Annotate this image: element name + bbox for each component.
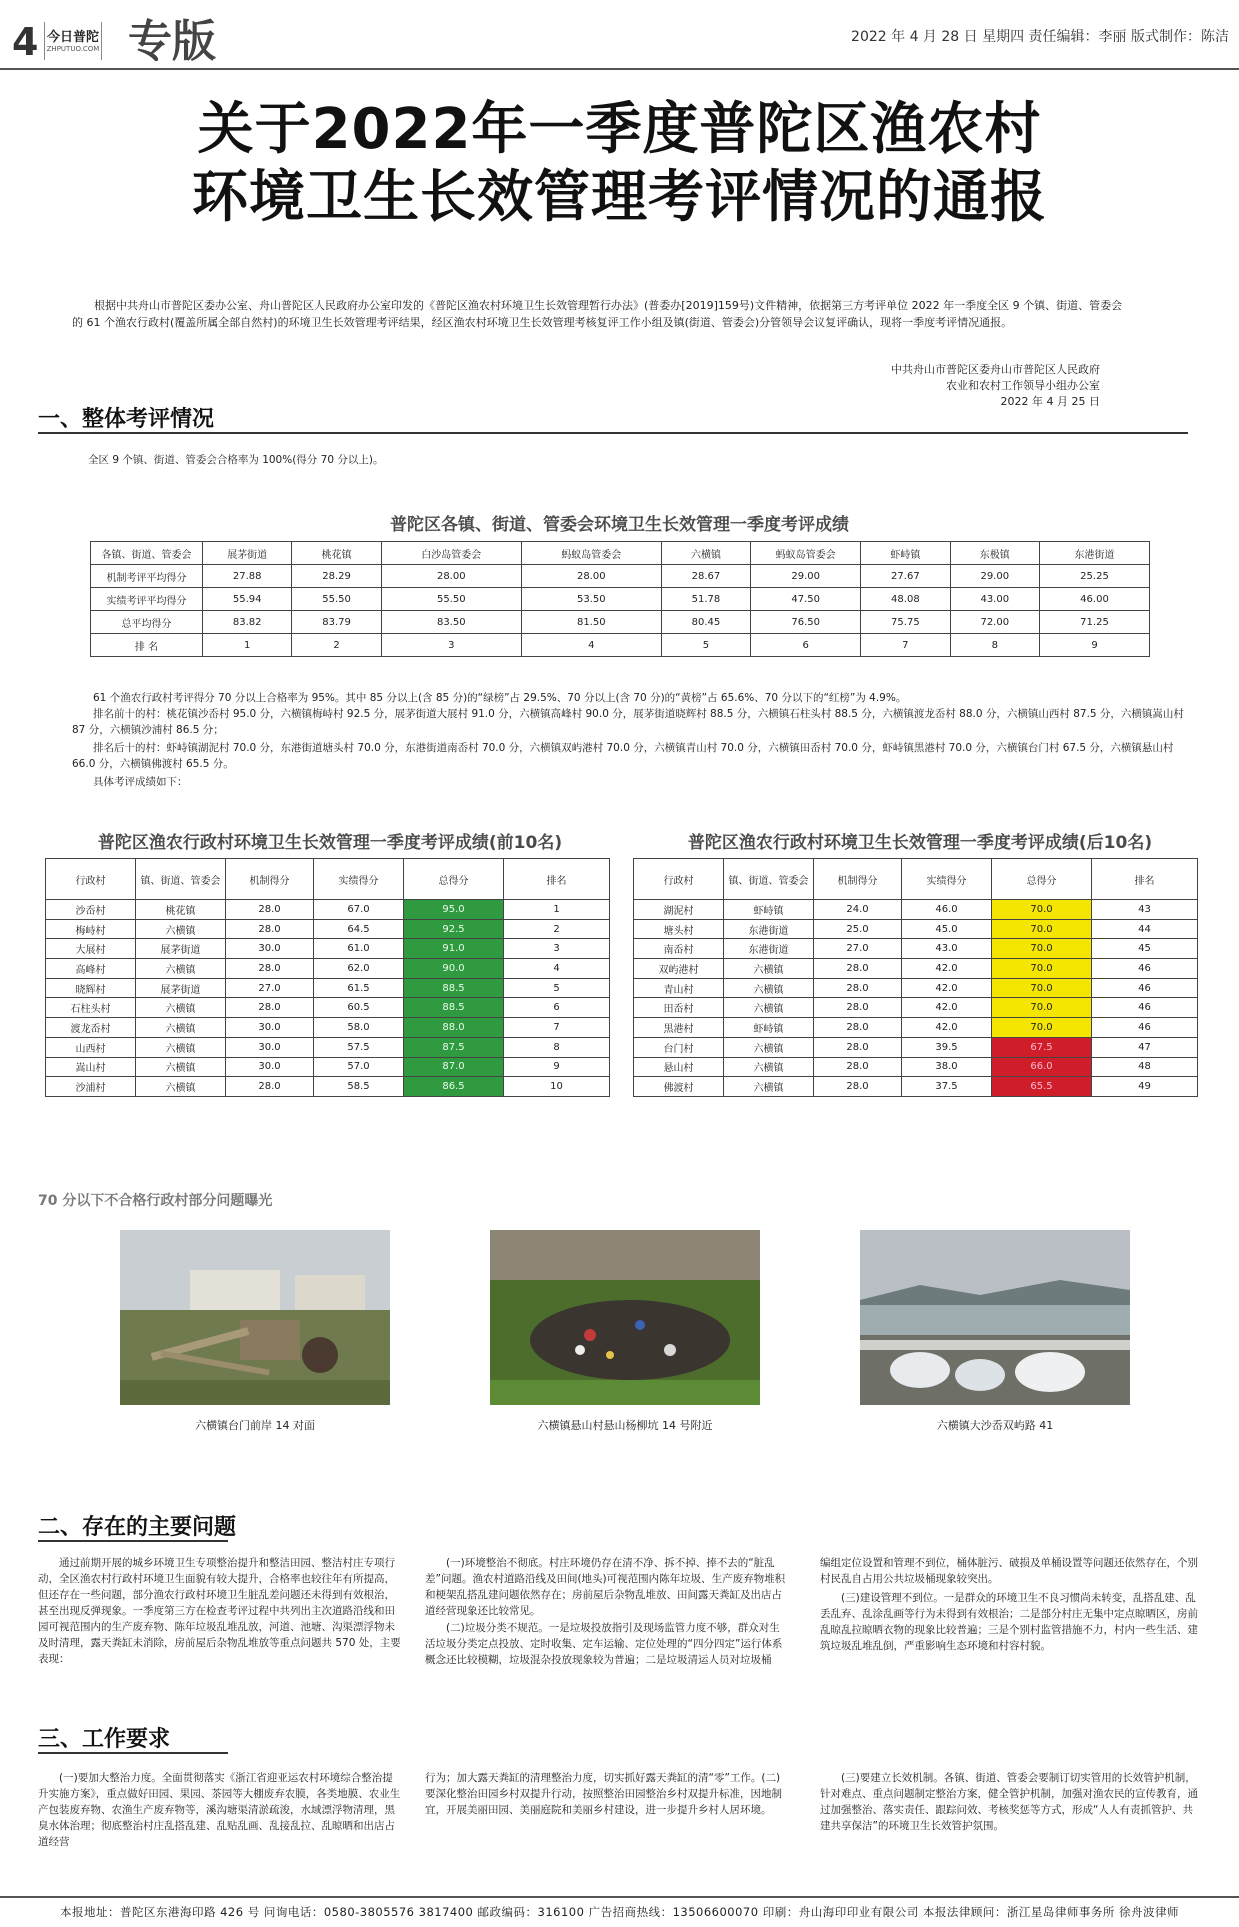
score-cell: 27.88 (203, 565, 292, 588)
section2-heading: 二、存在的主要问题 (38, 1515, 237, 1540)
column-header: 排名 (1092, 859, 1198, 900)
mechanism-score: 28.0 (814, 1077, 902, 1097)
town-table-caption: 普陀区各镇、街道、管委会环境卫生长效管理一季度考评成绩 (390, 515, 849, 535)
rank: 3 (504, 939, 610, 959)
score-cell: 75.75 (861, 611, 950, 634)
performance-score: 60.5 (314, 998, 404, 1018)
village-name: 大展村 (46, 939, 136, 959)
total-score: 91.0 (404, 939, 504, 959)
table-row (91, 565, 1150, 588)
village-name: 嵩山村 (46, 1057, 136, 1077)
mechanism-score: 27.0 (226, 978, 314, 998)
total-score: 88.0 (404, 1018, 504, 1038)
column-header: 镇、街道、管委会 (136, 859, 226, 900)
section2-col3a: 编组定位设置和管理不到位，桶体脏污、破损及单桶设置等问题还依然存在，个别村民乱自占用公共垃圾桶现象较突出。 (820, 1557, 1198, 1585)
score-cell: 51.78 (661, 588, 750, 611)
photo-1-caption: 六横镇台门前岸 14 对面 (195, 1419, 315, 1432)
village-name: 石柱头村 (46, 998, 136, 1018)
total-score: 88.5 (404, 998, 504, 1018)
town-name: 六横镇 (136, 1037, 226, 1057)
column-header: 机制得分 (814, 859, 902, 900)
score-cell: 9 (1040, 634, 1150, 657)
row-label: 排 名 (91, 634, 203, 657)
total-score: 65.5 (992, 1077, 1092, 1097)
rank: 46 (1092, 998, 1198, 1018)
table-row (634, 978, 1198, 998)
table-row (634, 1057, 1198, 1077)
rank: 7 (504, 1018, 610, 1038)
village-name: 南岙村 (634, 939, 724, 959)
town-name: 六横镇 (724, 978, 814, 998)
mechanism-score: 28.0 (814, 978, 902, 998)
town-name: 六横镇 (661, 542, 750, 565)
score-cell: 27.67 (861, 565, 950, 588)
score-cell: 83.79 (292, 611, 381, 634)
total-score: 87.5 (404, 1037, 504, 1057)
section3-rule (38, 1752, 228, 1754)
rank: 43 (1092, 900, 1198, 920)
table-row (46, 998, 610, 1018)
masthead-logo (44, 22, 102, 60)
town-name: 六横镇 (136, 1018, 226, 1038)
summary-top10: 排名前十的村：桃花镇沙岙村 95.0 分，六横镇梅峙村 92.5 分，展茅街道大展村 91.0 分，六横镇高峰村 90.0 分，展茅街道晓辉村 88.5 分，六横镇石柱头村 88.5 分，六横镇渡龙岙村 88.0 分，六横镇山西村 87.5 分，六横镇嵩山村 87 分，六横镇沙浦村 86.5 分； (72, 708, 1184, 736)
score-cell: 7 (861, 634, 950, 657)
town-name: 展茅街道 (203, 542, 292, 565)
total-score: 70.0 (992, 919, 1092, 939)
rank: 44 (1092, 919, 1198, 939)
column-header: 总得分 (404, 859, 504, 900)
section3-col3: (三)要建立长效机制。各镇、街道、管委会要制订切实管用的长效管护机制，针对难点、重点问题制定整治方案，健全管护机制，加强对渔农民的宣传教育，通过加强整治、落实责任、跟踪问效、考核奖惩等方式，形成“人人有责抓管护、共建共享保洁”的环境卫生长效管护氛围。 (820, 1772, 1198, 1832)
photo-2-caption: 六横镇悬山村悬山杨柳坑 14 号附近 (537, 1419, 713, 1432)
section3-col2: 行为；加大露天粪缸的清理整治力度，切实抓好露天粪缸的清“零”工作。(二)要深化整治田园乡村双提升行动，按照整治田园整治乡村双提升标准，因地制宜，开展美丽田园、美丽庭院和美丽乡村建设，进一步提升乡村人居环境。 (425, 1772, 782, 1816)
town-name: 东港街道 (724, 939, 814, 959)
mechanism-score: 30.0 (226, 1057, 314, 1077)
table-row (634, 998, 1198, 1018)
town-header-row (91, 542, 1150, 565)
photo-3-image (860, 1230, 1130, 1405)
table-row (46, 1057, 610, 1077)
rank: 46 (1092, 978, 1198, 998)
performance-score: 67.0 (314, 900, 404, 920)
section1-summary: 全区 9 个镇、街道、管委会合格率为 100%(得分 70 分以上)。 (88, 454, 384, 466)
photo-2-image (490, 1230, 760, 1405)
village-name: 湖泥村 (634, 900, 724, 920)
total-score: 86.5 (404, 1077, 504, 1097)
town-name: 虾峙镇 (861, 542, 950, 565)
town-name: 虾峙镇 (724, 1018, 814, 1038)
village-name: 沙浦村 (46, 1077, 136, 1097)
section2-col2b: (二)垃圾分类不规范。一是垃圾投放指引及现场监管力度不够，群众对生活垃圾分类定点投放、定时收集、定车运输、定位处理的“四分四定”运行体系概念还比较模糊，垃圾混杂投放现象较为普遍；二是垃圾清运人员对垃圾桶 (425, 1622, 783, 1666)
table-row (46, 1077, 610, 1097)
village-name: 梅峙村 (46, 919, 136, 939)
rank: 45 (1092, 939, 1198, 959)
section2-col3b: (三)建设管理不到位。一是群众的环境卫生不良习惯尚未转变，乱搭乱建、乱丢乱弃、乱涂乱画等行为未得到有效根治；二是部分村庄无集中定点晾晒区，房前乱晾乱拉晾晒衣物的现象比较普遍；三是个别村监管措施不力，村内一些生活、建筑垃圾乱堆乱倒，严重影响生态环境和村容村貌。 (820, 1592, 1198, 1652)
rank: 9 (504, 1057, 610, 1077)
rank: 5 (504, 978, 610, 998)
score-cell: 55.50 (381, 588, 521, 611)
mechanism-score: 25.0 (814, 919, 902, 939)
village-name: 山西村 (46, 1037, 136, 1057)
table-row (634, 1077, 1198, 1097)
total-score: 87.0 (404, 1057, 504, 1077)
table-row (91, 611, 1150, 634)
column-header: 实绩得分 (902, 859, 992, 900)
performance-score: 42.0 (902, 978, 992, 998)
village-name: 田岙村 (634, 998, 724, 1018)
section3-col1: (一)要加大整治力度。全面贯彻落实《浙江省迎亚运农村环境综合整治提升实施方案》，重点做好田园、果园、茶园等大棚废弃农膜，各类地膜、农业生产包装废弃物、农渔生产废弃物等，溪沟塘渠清淤疏浚，水域漂浮物清理，黑臭水体治理；彻底整治村庄乱搭乱建、乱贴乱画、乱接乱拉、乱晾晒和出店占道经营 (38, 1772, 401, 1848)
performance-score: 62.0 (314, 959, 404, 979)
score-cell: 28.67 (661, 565, 750, 588)
table-header-row (634, 859, 1198, 900)
town-name: 白沙岛管委会 (381, 542, 521, 565)
score-cell: 48.08 (861, 588, 950, 611)
total-score: 70.0 (992, 900, 1092, 920)
column-header: 镇、街道、管委会 (724, 859, 814, 900)
total-score: 90.0 (404, 959, 504, 979)
summary-bottom10: 排名后十的村：虾峙镇湖泥村 70.0 分，东港街道塘头村 70.0 分，东港街道南岙村 70.0 分，六横镇双屿港村 70.0 分，六横镇青山村 70.0 分，六横镇田岙村 70.0 分，虾峙镇黒港村 70.0 分，六横镇台门村 67.5 分，六横镇悬山村 66.0 分，六横镇佛渡村 65.5 分。 (72, 742, 1174, 770)
table-row (634, 959, 1198, 979)
mechanism-score: 28.0 (814, 1057, 902, 1077)
mechanism-score: 27.0 (814, 939, 902, 959)
village-name: 渡龙岙村 (46, 1018, 136, 1038)
mechanism-score: 28.0 (814, 1037, 902, 1057)
town-name: 东极镇 (950, 542, 1039, 565)
total-score: 70.0 (992, 959, 1092, 979)
table-row (634, 939, 1198, 959)
summary-note: 具体考评成绩如下： (93, 776, 188, 788)
town-name: 六横镇 (136, 919, 226, 939)
town-name: 六横镇 (724, 1057, 814, 1077)
section2-col2a: (一)环境整治不彻底。村庄环境仍存在清不净、拆不掉、捧不去的“脏乱差”问题。渔农村道路沿线及田间(地头)可视范围内陈年垃圾、生产废弃物堆积和梗架乱搭乱建问题依然存在；房前屋后杂物乱堆放、田间露天粪缸及出店占道经营现象还比较常见。 (425, 1557, 786, 1617)
row-label: 总平均得分 (91, 611, 203, 634)
intro-paragraph: 根据中共舟山市普陀区委办公室、舟山普陀区人民政府办公室印发的《普陀区渔农村环境卫生长效管理暂行办法》(普委办[2019]159号)文件精神，依据第三方考评单位 2022 年一季度全区 9 个镇、街道、管委会的 61 个渔农行政村(覆盖所属全部自然村)的环境卫生长效管理考评结果，经区渔农村环境卫生长效管理考核复评工作小组及镇(街道、管委会)分管领导会议复评确认，现将一季度考评情况通报。 (72, 299, 1123, 329)
town-name: 六横镇 (136, 998, 226, 1018)
mechanism-score: 28.0 (226, 1077, 314, 1097)
mechanism-score: 28.0 (226, 900, 314, 920)
table-row (634, 900, 1198, 920)
row-label: 机制考评平均得分 (91, 565, 203, 588)
score-cell: 4 (521, 634, 661, 657)
table-row (634, 1018, 1198, 1038)
mechanism-score: 24.0 (814, 900, 902, 920)
table-row (634, 1037, 1198, 1057)
village-name: 晓辉村 (46, 978, 136, 998)
photo-2 (490, 1230, 760, 1433)
section-name: 专版 (128, 16, 216, 67)
score-cell: 43.00 (950, 588, 1039, 611)
table-header-row (46, 859, 610, 900)
top10-table (45, 858, 610, 1097)
mechanism-score: 28.0 (226, 919, 314, 939)
top10-caption: 普陀区渔农行政村环境卫生长效管理一季度考评成绩(前10名) (97, 833, 563, 853)
table-row (46, 978, 610, 998)
performance-score: 42.0 (902, 998, 992, 1018)
town-name: 六横镇 (724, 1077, 814, 1097)
logo-url: ZHPUTUO.COM (46, 45, 100, 53)
village-name: 高峰村 (46, 959, 136, 979)
rank: 4 (504, 959, 610, 979)
score-cell: 55.94 (203, 588, 292, 611)
town-name: 东港街道 (724, 919, 814, 939)
photos-heading: 70 分以下不合格行政村部分问题曝光 (38, 1193, 273, 1209)
performance-score: 57.5 (314, 1037, 404, 1057)
score-cell: 55.50 (292, 588, 381, 611)
score-cell: 28.00 (521, 565, 661, 588)
performance-score: 45.0 (902, 919, 992, 939)
score-cell: 29.00 (751, 565, 861, 588)
total-score: 88.5 (404, 978, 504, 998)
score-cell: 47.50 (751, 588, 861, 611)
column-header: 机制得分 (226, 859, 314, 900)
table-row (46, 900, 610, 920)
photo-3 (860, 1230, 1130, 1433)
village-name: 青山村 (634, 978, 724, 998)
mechanism-score: 28.0 (814, 959, 902, 979)
rank: 1 (504, 900, 610, 920)
score-cell: 3 (381, 634, 521, 657)
performance-score: 37.5 (902, 1077, 992, 1097)
town-score-table (90, 541, 1150, 657)
rank: 46 (1092, 1018, 1198, 1038)
header-divider (0, 68, 1239, 70)
page-number: 4 (12, 20, 39, 64)
section1-heading: 一、整体考评情况 (38, 407, 215, 432)
bottom10-caption: 普陀区渔农行政村环境卫生长效管理一季度考评成绩(后10名) (687, 833, 1153, 853)
section3-heading: 三、工作要求 (38, 1727, 171, 1752)
column-header: 总得分 (992, 859, 1092, 900)
score-cell: 76.50 (751, 611, 861, 634)
table-row (46, 919, 610, 939)
score-cell: 81.50 (521, 611, 661, 634)
town-name: 展茅街道 (136, 939, 226, 959)
score-cell: 6 (751, 634, 861, 657)
town-name: 蚂蚁岛管委会 (751, 542, 861, 565)
section1-rule (38, 432, 1188, 434)
rank: 48 (1092, 1057, 1198, 1077)
performance-score: 38.0 (902, 1057, 992, 1077)
score-cell: 72.00 (950, 611, 1039, 634)
mechanism-score: 30.0 (226, 1037, 314, 1057)
summary-rates: 61 个渔农行政村考评得分 70 分以上合格率为 95%。其中 85 分以上(含 85 分)的“绿榜”占 29.5%、70 分以上(含 70 分)的“黄榜”占 65.6%、70 分以下的“红榜”为 4.9%。 (93, 692, 907, 704)
table-row (91, 634, 1150, 657)
score-cell: 28.29 (292, 565, 381, 588)
column-header: 排名 (504, 859, 610, 900)
performance-score: 58.0 (314, 1018, 404, 1038)
rank: 47 (1092, 1037, 1198, 1057)
column-header: 行政村 (634, 859, 724, 900)
total-score: 66.0 (992, 1057, 1092, 1077)
table-row (91, 588, 1150, 611)
photo-1-image (120, 1230, 390, 1405)
total-score: 70.0 (992, 998, 1092, 1018)
score-cell: 5 (661, 634, 750, 657)
score-cell: 8 (950, 634, 1039, 657)
section2-rule (38, 1540, 228, 1542)
rank: 2 (504, 919, 610, 939)
village-name: 沙岙村 (46, 900, 136, 920)
mechanism-score: 28.0 (814, 1018, 902, 1038)
town-name: 东港街道 (1040, 542, 1150, 565)
column-header: 行政村 (46, 859, 136, 900)
score-cell: 46.00 (1040, 588, 1150, 611)
photo-3-caption: 六横镇大沙岙双屿路 41 (936, 1419, 1054, 1432)
column-header: 实绩得分 (314, 859, 404, 900)
village-name: 悬山村 (634, 1057, 724, 1077)
rank: 49 (1092, 1077, 1198, 1097)
town-name: 六横镇 (136, 1077, 226, 1097)
issue-meta: 2022 年 4 月 28 日 星期四 责任编辑：李丽 版式制作：陈洁 (851, 29, 1229, 45)
performance-score: 64.5 (314, 919, 404, 939)
headline-line1: 关于2022年一季度普陀区渔农村 (197, 97, 1042, 162)
rank: 6 (504, 998, 610, 1018)
town-header-label: 各镇、街道、管委会 (91, 542, 203, 565)
score-cell: 83.50 (381, 611, 521, 634)
score-cell: 2 (292, 634, 381, 657)
score-cell: 71.25 (1040, 611, 1150, 634)
mechanism-score: 30.0 (226, 939, 314, 959)
performance-score: 58.5 (314, 1077, 404, 1097)
performance-score: 57.0 (314, 1057, 404, 1077)
town-name: 六横镇 (136, 959, 226, 979)
total-score: 67.5 (992, 1037, 1092, 1057)
village-name: 佛渡村 (634, 1077, 724, 1097)
total-score: 70.0 (992, 1018, 1092, 1038)
table-row (46, 939, 610, 959)
rank: 8 (504, 1037, 610, 1057)
mechanism-score: 30.0 (226, 1018, 314, 1038)
footer-info: 本报地址：普陀区东港海印路 426 号 问询电话：0580-3805576 3817400 邮政编码：316100 广告招商热线：13506600070 印刷：舟山海印印业有限公司 本报法律顾问：浙江星岛律师事务所 徐舟波律师 (0, 1896, 1239, 1920)
performance-score: 61.5 (314, 978, 404, 998)
signature-date: 2022 年 4 月 25 日 (1000, 395, 1100, 408)
score-cell: 28.00 (381, 565, 521, 588)
mechanism-score: 28.0 (226, 959, 314, 979)
town-name: 桃花镇 (292, 542, 381, 565)
rank: 46 (1092, 959, 1198, 979)
village-name: 黒港村 (634, 1018, 724, 1038)
town-name: 虾峙镇 (724, 900, 814, 920)
town-name: 六横镇 (136, 1057, 226, 1077)
performance-score: 46.0 (902, 900, 992, 920)
total-score: 92.5 (404, 919, 504, 939)
total-score: 70.0 (992, 939, 1092, 959)
town-name: 六横镇 (724, 959, 814, 979)
town-name: 桃花镇 (136, 900, 226, 920)
table-row (46, 959, 610, 979)
performance-score: 42.0 (902, 959, 992, 979)
headline-line2: 环境卫生长效管理考评情况的通报 (192, 165, 1047, 230)
score-cell: 1 (203, 634, 292, 657)
performance-score: 39.5 (902, 1037, 992, 1057)
section2-col1: 通过前期开展的城乡环境卫生专项整治提升和整洁田园、整洁村庄专项行动，全区渔农村行政村环境卫生面貌有较大提升，合格率也较往年有所提高，但还存在一些问题，部分渔农行政村环境卫生脏乱差问题还未得到有效根治，甚至出现反弹现象。一季度第三方在检查考评过程中共列出主次道路沿线和田园可视范围内的生产废弃物、陈年垃圾乱堆乱放，河道、池塘、沟渠漂浮物未及时清理，露天粪缸未消除，房前屋后杂物乱堆放等重点问题共 570 处，主要表现： (38, 1557, 401, 1665)
score-cell: 25.25 (1040, 565, 1150, 588)
village-name: 双屿港村 (634, 959, 724, 979)
bottom10-table (633, 858, 1198, 1097)
score-cell: 80.45 (661, 611, 750, 634)
town-name: 六横镇 (724, 1037, 814, 1057)
score-cell: 83.82 (203, 611, 292, 634)
rank: 10 (504, 1077, 610, 1097)
performance-score: 61.0 (314, 939, 404, 959)
town-name: 六横镇 (724, 998, 814, 1018)
mechanism-score: 28.0 (226, 998, 314, 1018)
signature-org1: 中共舟山市普陀区委舟山市普陀区人民政府 (891, 363, 1100, 376)
performance-score: 42.0 (902, 1018, 992, 1038)
logo-text: 今日普陀 (46, 30, 99, 45)
village-name: 台门村 (634, 1037, 724, 1057)
photo-1 (120, 1230, 390, 1433)
total-score: 70.0 (992, 978, 1092, 998)
signature-org2: 农业和农村工作领导小组办公室 (946, 379, 1100, 392)
score-cell: 29.00 (950, 565, 1039, 588)
total-score: 95.0 (404, 900, 504, 920)
table-row (634, 919, 1198, 939)
row-label: 实绩考评平均得分 (91, 588, 203, 611)
table-row (46, 1018, 610, 1038)
score-cell: 53.50 (521, 588, 661, 611)
performance-score: 43.0 (902, 939, 992, 959)
town-name: 蚂蚁岛管委会 (521, 542, 661, 565)
village-name: 塘头村 (634, 919, 724, 939)
table-row (46, 1037, 610, 1057)
town-name: 展茅街道 (136, 978, 226, 998)
mechanism-score: 28.0 (814, 998, 902, 1018)
